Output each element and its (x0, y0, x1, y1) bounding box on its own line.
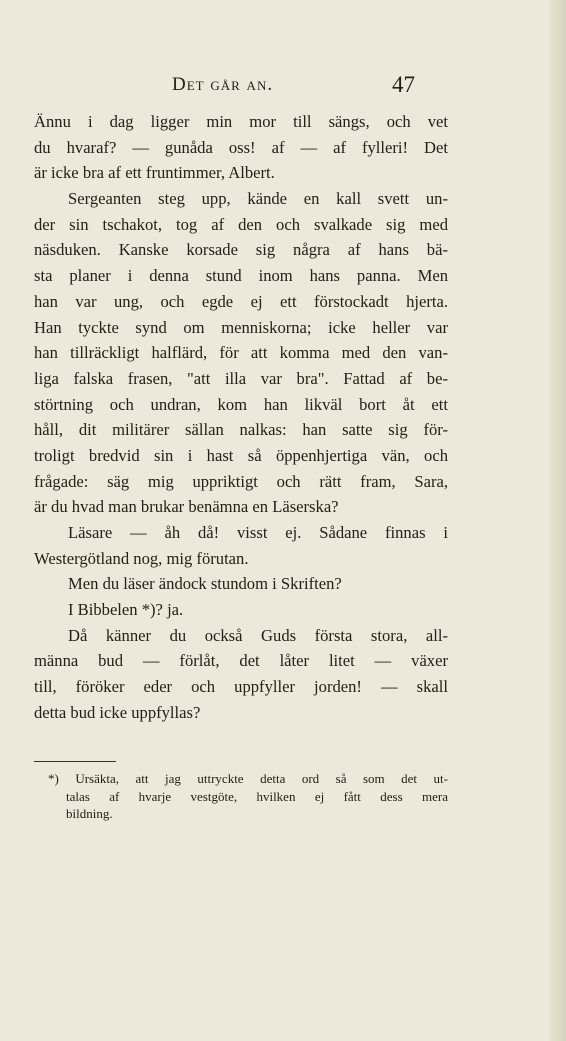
text-line: han tillräckligt halflärd, för att komma med den van- (34, 343, 448, 363)
footnote-line: bildning. (66, 806, 113, 821)
text-line: Sergeanten steg upp, kände en kall svett un- (68, 189, 448, 209)
text-line: han var ung, och egde ej ett förstockadt hjerta. (34, 291, 448, 311)
text-line: Han tyckte synd om menniskorna; icke heller var (34, 317, 448, 337)
text-line: der sin tschakot, tog af den och svalkade sig med (34, 214, 448, 234)
text-line: Westergötland nog, mig förutan. (34, 548, 249, 568)
text-line: männa bud — förlåt, det låter litet — växer (34, 651, 448, 671)
page-number: 47 (392, 72, 415, 97)
text-line: är icke bra af ett fruntimmer, Albert. (34, 163, 275, 183)
text-line: I Bibbelen *)? ja. (68, 600, 184, 620)
footnote (48, 770, 448, 823)
text-line: troligt bredvid sin i hast så öppenhjertiga vän, och (34, 445, 448, 465)
running-title: Det går an. (172, 74, 274, 95)
text-line: Då känner du också Guds första stora, all- (68, 625, 448, 645)
text-line: Läsare — åh då! visst ej. Sådane finnas i (68, 523, 448, 542)
text-line: detta bud icke uppfyllas? (34, 702, 201, 722)
text-line: frågade: säg mig uppriktigt och rätt fram, Sara, (34, 471, 448, 491)
page-header (0, 74, 566, 104)
text-line: liga falska frasen, "att illa var bra". Fattad af be- (34, 368, 448, 388)
text-line: är du hvad man brukar benämna en Läserska? (34, 497, 339, 517)
page-gutter (550, 0, 566, 1041)
text-line: störtning och undran, kom han likväl bort åt ett (34, 394, 448, 414)
footnote-line: talas af hvarje vestgöte, hvilken ej fått dess mera (66, 788, 448, 804)
text-line: sta planer i denna stund inom hans panna. Men (34, 266, 448, 286)
text-line: Men du läser ändock stundom i Skriften? (68, 574, 342, 594)
text-line: Ännu i dag ligger min mor till sängs, och vet (34, 112, 448, 131)
footnote-line: *) Ursäkta, att jag uttryckte detta ord så som det ut- (48, 771, 448, 786)
text-line: håll, dit militärer sällan nalkas: han satte sig för- (34, 420, 448, 440)
body-text (34, 109, 448, 726)
text-line: du hvaraf? — gunåda oss! af — af fylleri! Det (34, 137, 448, 157)
text-line: näsduken. Kanske korsade sig några af hans bä- (34, 240, 448, 260)
footnote-rule (34, 761, 116, 762)
text-line: till, föröker eder och uppfyller jorden! — skall (34, 677, 448, 697)
